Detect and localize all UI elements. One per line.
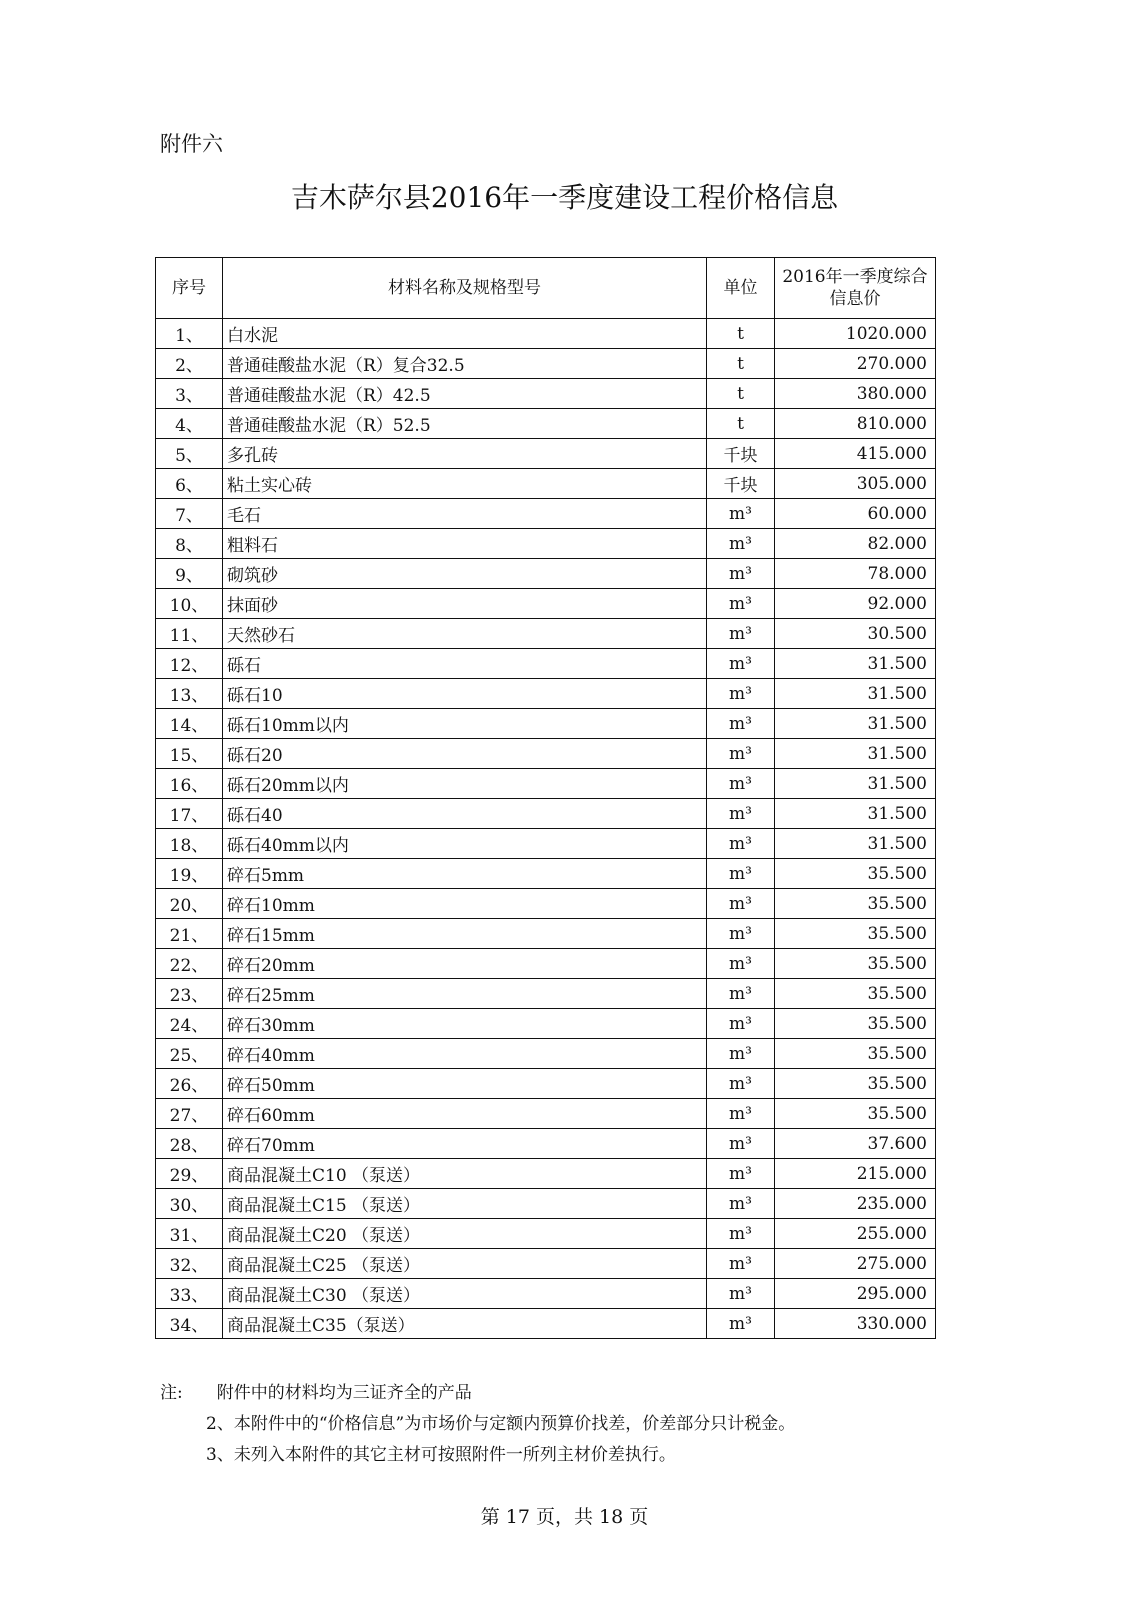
material-name: 粘土实心砖: [223, 469, 707, 499]
table-row: [156, 349, 936, 379]
table-row: [156, 1189, 936, 1219]
unit: t: [707, 349, 775, 379]
row-number: 5、: [156, 439, 223, 469]
row-number: 24、: [156, 1009, 223, 1039]
table-row: [156, 1159, 936, 1189]
price: 31.500: [775, 709, 936, 739]
table-row: [156, 409, 936, 439]
price: 275.000: [775, 1249, 936, 1279]
material-name: 粗料石: [223, 529, 707, 559]
row-number: 31、: [156, 1219, 223, 1249]
price: 31.500: [775, 649, 936, 679]
table-row: [156, 379, 936, 409]
material-name: 毛石: [223, 499, 707, 529]
unit: m³: [707, 529, 775, 559]
price: 92.000: [775, 589, 936, 619]
material-name: 碎石15mm: [223, 919, 707, 949]
row-number: 26、: [156, 1069, 223, 1099]
unit: t: [707, 409, 775, 439]
row-number: 16、: [156, 769, 223, 799]
page-footer: 第 17 页，共 18 页: [480, 1506, 649, 1528]
price: 235.000: [775, 1189, 936, 1219]
table-row: [156, 1309, 936, 1339]
row-number: 25、: [156, 1039, 223, 1069]
header-name: 材料名称及规格型号: [223, 258, 707, 319]
row-number: 30、: [156, 1189, 223, 1219]
table-row: [156, 1039, 936, 1069]
row-number: 10、: [156, 589, 223, 619]
table-row: [156, 1279, 936, 1309]
table-row: [156, 1129, 936, 1159]
unit: m³: [707, 1249, 775, 1279]
unit: m³: [707, 769, 775, 799]
table-row: [156, 529, 936, 559]
row-number: 1、: [156, 319, 223, 349]
table-row: [156, 949, 936, 979]
table-row: [156, 889, 936, 919]
price: 78.000: [775, 559, 936, 589]
unit: m³: [707, 1219, 775, 1249]
price: 31.500: [775, 829, 936, 859]
row-number: 20、: [156, 889, 223, 919]
price: 330.000: [775, 1309, 936, 1339]
table-row: [156, 769, 936, 799]
row-number: 34、: [156, 1309, 223, 1339]
unit: m³: [707, 1309, 775, 1339]
material-name: 砾石20: [223, 739, 707, 769]
unit: m³: [707, 919, 775, 949]
row-number: 3、: [156, 379, 223, 409]
table-row: [156, 649, 936, 679]
material-name: 商品混凝土C15 （泵送）: [223, 1189, 707, 1219]
price: 305.000: [775, 469, 936, 499]
table-row: [156, 1219, 936, 1249]
price-table: [155, 257, 936, 1339]
unit: m³: [707, 949, 775, 979]
table-body: [156, 319, 936, 1339]
table-row: [156, 679, 936, 709]
material-name: 普通硅酸盐水泥（R）52.5: [223, 409, 707, 439]
material-name: 砾石40mm以内: [223, 829, 707, 859]
unit: m³: [707, 859, 775, 889]
row-number: 19、: [156, 859, 223, 889]
material-name: 砾石40: [223, 799, 707, 829]
header-unit: 单位: [707, 258, 775, 319]
table-row: [156, 589, 936, 619]
price: 215.000: [775, 1159, 936, 1189]
material-name: 砾石10: [223, 679, 707, 709]
unit: m³: [707, 1189, 775, 1219]
material-name: 商品混凝土C20 （泵送）: [223, 1219, 707, 1249]
row-number: 18、: [156, 829, 223, 859]
table-row: [156, 799, 936, 829]
row-number: 12、: [156, 649, 223, 679]
row-number: 6、: [156, 469, 223, 499]
table-row: [156, 499, 936, 529]
material-name: 砌筑砂: [223, 559, 707, 589]
material-name: 碎石60mm: [223, 1099, 707, 1129]
price: 31.500: [775, 769, 936, 799]
unit: m³: [707, 1099, 775, 1129]
material-name: 碎石5mm: [223, 859, 707, 889]
unit: m³: [707, 1009, 775, 1039]
row-number: 2、: [156, 349, 223, 379]
row-number: 14、: [156, 709, 223, 739]
row-number: 22、: [156, 949, 223, 979]
row-number: 28、: [156, 1129, 223, 1159]
unit: m³: [707, 799, 775, 829]
material-name: 碎石20mm: [223, 949, 707, 979]
table-row: [156, 1069, 936, 1099]
material-name: 碎石70mm: [223, 1129, 707, 1159]
price: 35.500: [775, 859, 936, 889]
material-name: 碎石25mm: [223, 979, 707, 1009]
price: 380.000: [775, 379, 936, 409]
unit: t: [707, 319, 775, 349]
row-number: 9、: [156, 559, 223, 589]
material-name: 碎石10mm: [223, 889, 707, 919]
material-name: 砾石20mm以内: [223, 769, 707, 799]
row-number: 17、: [156, 799, 223, 829]
price: 35.500: [775, 919, 936, 949]
table-row: [156, 1249, 936, 1279]
unit: m³: [707, 829, 775, 859]
table-row: [156, 319, 936, 349]
table-row: [156, 619, 936, 649]
price: 255.000: [775, 1219, 936, 1249]
table-row: [156, 559, 936, 589]
table-row: [156, 1009, 936, 1039]
material-name: 碎石30mm: [223, 1009, 707, 1039]
price: 810.000: [775, 409, 936, 439]
unit: m³: [707, 739, 775, 769]
unit: m³: [707, 559, 775, 589]
unit: m³: [707, 589, 775, 619]
row-number: 8、: [156, 529, 223, 559]
material-name: 商品混凝土C30 （泵送）: [223, 1279, 707, 1309]
material-name: 砾石: [223, 649, 707, 679]
unit: m³: [707, 1159, 775, 1189]
material-name: 普通硅酸盐水泥（R）复合32.5: [223, 349, 707, 379]
row-number: 11、: [156, 619, 223, 649]
row-number: 15、: [156, 739, 223, 769]
unit: m³: [707, 889, 775, 919]
table-row: [156, 829, 936, 859]
row-number: 13、: [156, 679, 223, 709]
price: 35.500: [775, 1099, 936, 1129]
price: 1020.000: [775, 319, 936, 349]
row-number: 27、: [156, 1099, 223, 1129]
material-name: 商品混凝土C25 （泵送）: [223, 1249, 707, 1279]
table-row: [156, 859, 936, 889]
material-name: 普通硅酸盐水泥（R）42.5: [223, 379, 707, 409]
table-header-row: [156, 258, 936, 319]
header-no: 序号: [156, 258, 223, 319]
table-row: [156, 919, 936, 949]
table-row: [156, 469, 936, 499]
unit: 千块: [707, 469, 775, 499]
row-number: 29、: [156, 1159, 223, 1189]
row-number: 23、: [156, 979, 223, 1009]
material-name: 商品混凝土C10 （泵送）: [223, 1159, 707, 1189]
unit: m³: [707, 1069, 775, 1099]
note-line: 2、本附件中的“价格信息”为市场价与定额内预算价找差，价差部分只计税金。: [206, 1414, 796, 1434]
table-row: [156, 739, 936, 769]
price: 35.500: [775, 1009, 936, 1039]
unit: m³: [707, 1129, 775, 1159]
table-row: [156, 1099, 936, 1129]
header-price: 2016年一季度综合信息价: [775, 258, 936, 319]
material-name: 碎石50mm: [223, 1069, 707, 1099]
unit: m³: [707, 979, 775, 1009]
price: 270.000: [775, 349, 936, 379]
price: 35.500: [775, 1069, 936, 1099]
table-row: [156, 439, 936, 469]
unit: m³: [707, 619, 775, 649]
price: 35.500: [775, 949, 936, 979]
note-line: 注: 附件中的材料均为三证齐全的产品: [160, 1383, 472, 1403]
unit: m³: [707, 499, 775, 529]
unit: 千块: [707, 439, 775, 469]
table-row: [156, 979, 936, 1009]
notes: [160, 1378, 795, 1471]
material-name: 白水泥: [223, 319, 707, 349]
price: 35.500: [775, 979, 936, 1009]
material-name: 天然砂石: [223, 619, 707, 649]
price: 82.000: [775, 529, 936, 559]
price: 60.000: [775, 499, 936, 529]
row-number: 33、: [156, 1279, 223, 1309]
unit: m³: [707, 679, 775, 709]
row-number: 21、: [156, 919, 223, 949]
unit: m³: [707, 1279, 775, 1309]
price: 295.000: [775, 1279, 936, 1309]
price: 35.500: [775, 889, 936, 919]
material-name: 抹面砂: [223, 589, 707, 619]
row-number: 4、: [156, 409, 223, 439]
material-name: 多孔砖: [223, 439, 707, 469]
document-title: 吉木萨尔县2016年一季度建设工程价格信息: [290, 181, 839, 214]
price: 31.500: [775, 679, 936, 709]
note-line: 3、未列入本附件的其它主材可按照附件一所列主材价差执行。: [206, 1445, 676, 1465]
table-row: [156, 709, 936, 739]
unit: t: [707, 379, 775, 409]
material-name: 砾石10mm以内: [223, 709, 707, 739]
price: 37.600: [775, 1129, 936, 1159]
material-name: 商品混凝土C35（泵送）: [223, 1309, 707, 1339]
price: 35.500: [775, 1039, 936, 1069]
price: 31.500: [775, 799, 936, 829]
price: 415.000: [775, 439, 936, 469]
row-number: 7、: [156, 499, 223, 529]
unit: m³: [707, 1039, 775, 1069]
unit: m³: [707, 709, 775, 739]
price: 31.500: [775, 739, 936, 769]
annex-label: 附件六: [160, 132, 223, 156]
row-number: 32、: [156, 1249, 223, 1279]
material-name: 碎石40mm: [223, 1039, 707, 1069]
price: 30.500: [775, 619, 936, 649]
unit: m³: [707, 649, 775, 679]
